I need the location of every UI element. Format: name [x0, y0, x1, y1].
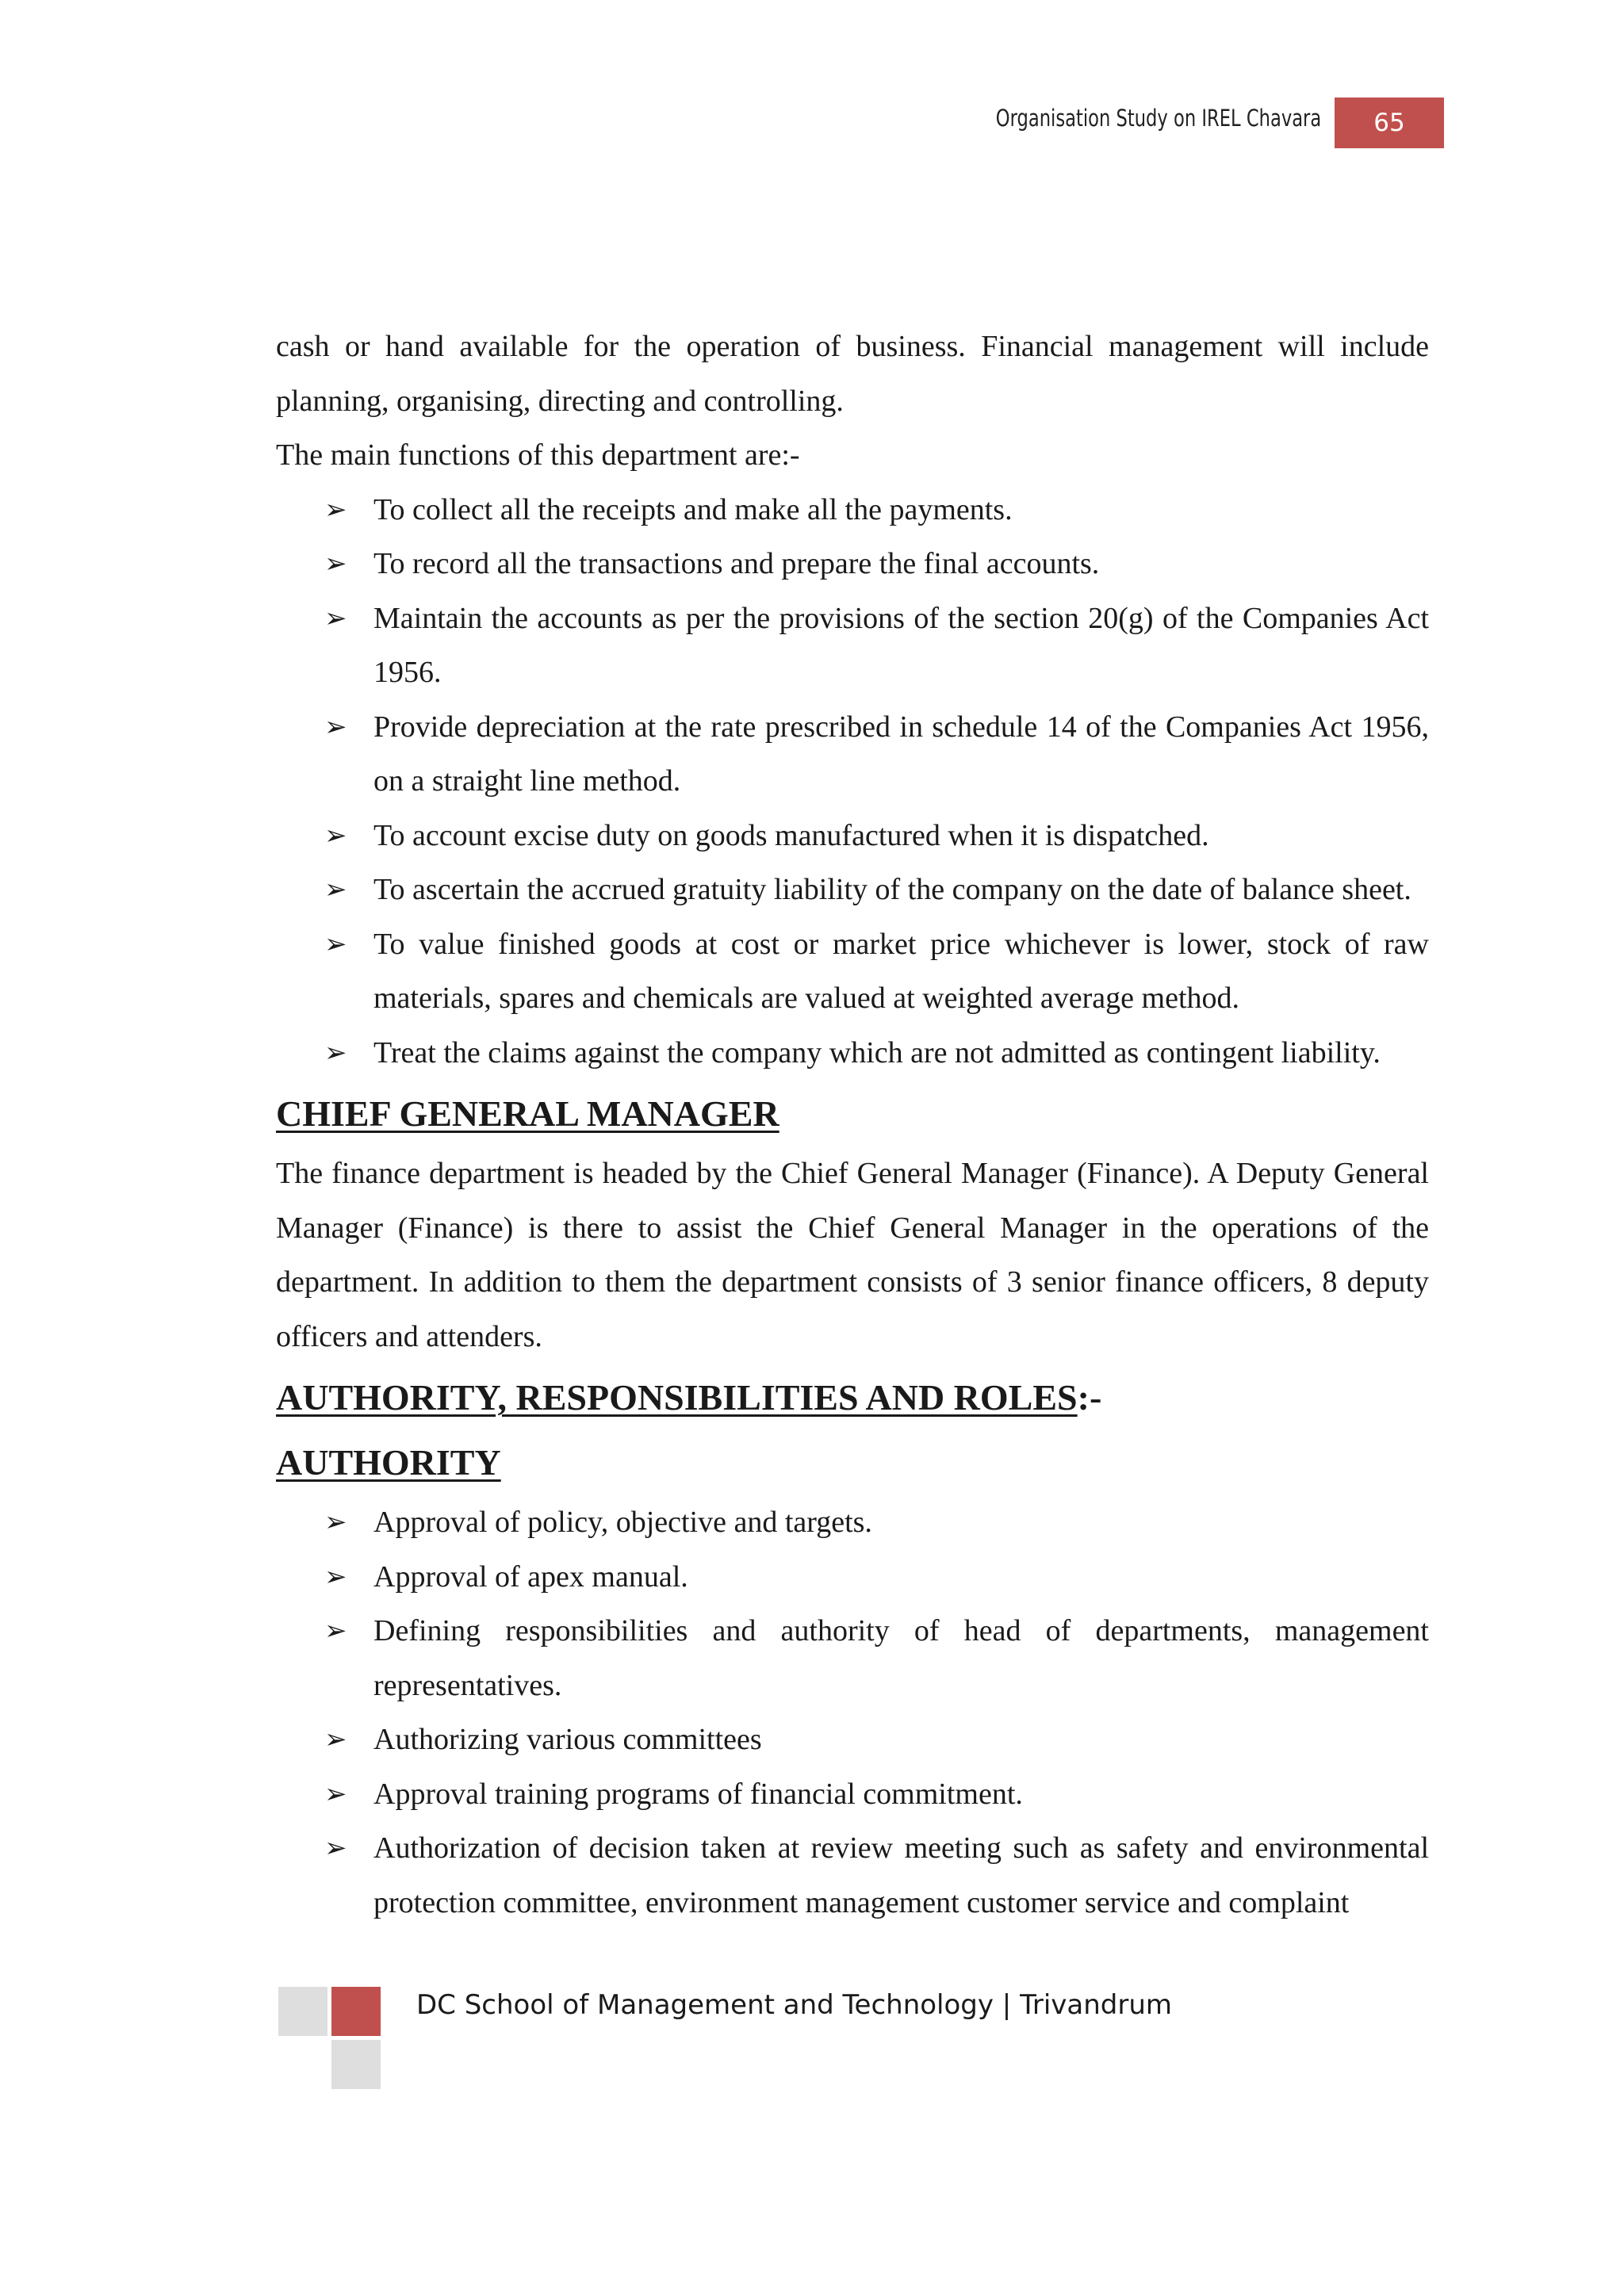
arrow-bullet-icon: ➢ [324, 1560, 347, 1593]
functions-list [276, 483, 1429, 1081]
authority-list [276, 1495, 1429, 1930]
list-item [324, 1026, 1429, 1081]
list-item-text: Approval of policy, objective and targets. [373, 1506, 872, 1539]
list-item-text: To ascertain the accrued gratuity liability of the company on the date of balance sheet. [373, 873, 1411, 906]
arr-heading-suffix: :- [1077, 1377, 1102, 1418]
footer-square-gray [278, 1987, 327, 2036]
page-content [276, 320, 1429, 1930]
list-item-text: To record all the transactions and prepare the final accounts. [373, 547, 1100, 580]
arrow-bullet-icon: ➢ [324, 1615, 347, 1647]
list-item [324, 1821, 1429, 1930]
arrow-bullet-icon: ➢ [324, 1036, 347, 1069]
arrow-bullet-icon: ➢ [324, 1832, 347, 1864]
list-item [324, 591, 1429, 700]
arrow-bullet-icon: ➢ [324, 493, 347, 526]
arrow-bullet-icon: ➢ [324, 1506, 347, 1538]
list-item-text: To value finished goods at cost or market price whichever is lower, stock of raw materials, spares and chemicals are valued at weighted average method. [373, 927, 1429, 1015]
page-number-badge: 65 [1335, 98, 1444, 148]
list-item [324, 483, 1429, 538]
list-item [324, 537, 1429, 591]
list-item-text: Provide depreciation at the rate prescribed in schedule 14 of the Companies Act 1956, on a straight line method. [373, 710, 1429, 798]
arrow-bullet-icon: ➢ [324, 710, 347, 743]
arrow-bullet-icon: ➢ [324, 602, 347, 634]
cgm-heading [276, 1083, 1429, 1145]
list-item [324, 1550, 1429, 1605]
arrow-bullet-icon: ➢ [324, 874, 347, 905]
running-header-title: Organisation Study on IREL Chavara [995, 105, 1321, 132]
arrow-bullet-icon: ➢ [324, 819, 347, 851]
list-item-text: To collect all the receipts and make all the payments. [373, 492, 1013, 526]
list-item-text: Treat the claims against the company which are not admitted as contingent liability. [373, 1035, 1381, 1070]
list-item [324, 1604, 1429, 1712]
arr-heading-text: AUTHORITY, RESPONSIBILITIES AND ROLES [276, 1377, 1078, 1418]
cgm-paragraph: The finance department is headed by the Chief General Manager (Finance). A Deputy General Manager (Finance) is there to assist the Chief General Manager in the operations of the department. In addition to them the department consists of 3 senior finance officers, 8 deputy officers and attenders. [276, 1157, 1429, 1353]
list-item [324, 700, 1429, 809]
footer-square-gray [331, 2040, 381, 2089]
arrow-bullet-icon: ➢ [324, 1777, 347, 1810]
functions-lead: The main functions of this department are:- [276, 438, 800, 472]
list-item [324, 863, 1429, 917]
intro-paragraph: cash or hand available for the operation of business. Financial management will include planning, organising, directing and controlling. [276, 330, 1429, 418]
list-item [324, 809, 1429, 863]
arrow-bullet-icon: ➢ [324, 928, 347, 960]
list-item [324, 917, 1429, 1026]
list-item-text: Authorization of decision taken at review meeting such as safety and environmental protection committee, environment management customer service and complaint [373, 1831, 1429, 1919]
arr-heading [276, 1367, 1429, 1429]
list-item-text: Approval of apex manual. [373, 1559, 688, 1594]
list-item [324, 1712, 1429, 1767]
list-item [324, 1767, 1429, 1822]
list-item-text: Approval training programs of financial commitment. [373, 1777, 1023, 1811]
authority-heading [276, 1432, 1429, 1494]
arrow-bullet-icon: ➢ [324, 1724, 347, 1755]
footer-square-red [331, 1987, 381, 2036]
list-item-text: Maintain the accounts as per the provisions of the section 20(g) of the Companies Act 1956. [373, 601, 1429, 689]
list-item [324, 1495, 1429, 1550]
arrow-bullet-icon: ➢ [324, 548, 347, 580]
list-item-text: Defining responsibilities and authority of head of departments, management representatives. [373, 1614, 1429, 1702]
list-item-text: Authorizing various committees [373, 1723, 762, 1756]
cgm-heading-text: CHIEF GENERAL MANAGER [276, 1093, 779, 1134]
footer-institution-text: DC School of Management and Technology | Trivandrum [416, 1989, 1172, 2021]
list-item-text: To account excise duty on goods manufactured when it is dispatched. [373, 818, 1209, 852]
authority-heading-text: AUTHORITY [276, 1442, 501, 1483]
